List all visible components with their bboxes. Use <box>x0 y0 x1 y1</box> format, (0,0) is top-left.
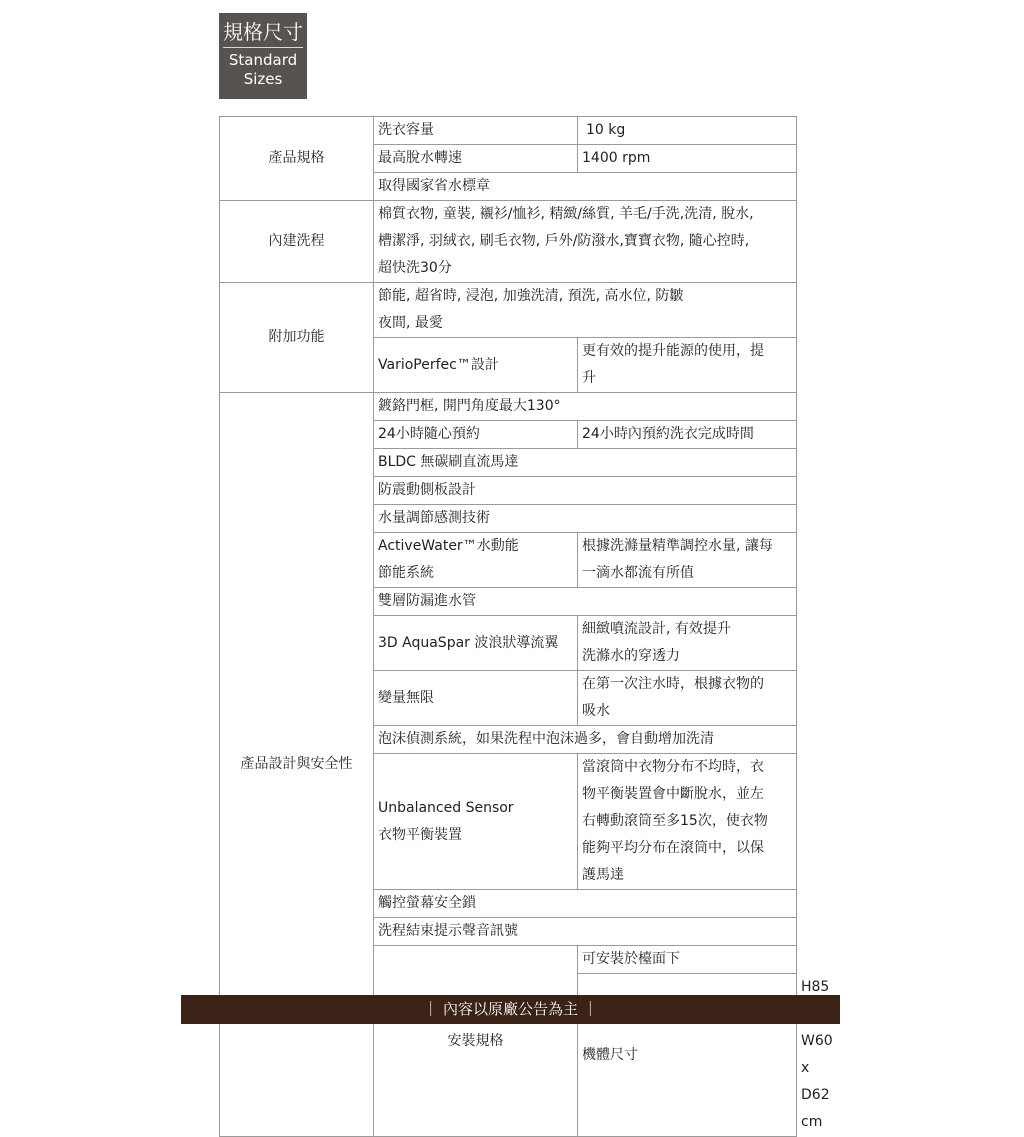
table-row: 機體尺寸 H85 W60 x D62 cm <box>220 974 797 1137</box>
badge-title-en-line1: Standard <box>228 51 298 69</box>
unbalanced-label <box>374 754 578 890</box>
table-row <box>220 201 797 283</box>
activewater-desc <box>578 533 797 588</box>
activewater-label <box>374 533 578 588</box>
motor-feature: BLDC 無碳刷直流馬達 <box>374 449 797 477</box>
category-product-spec: 產品規格 <box>220 117 374 201</box>
unbalanced-desc-line: 當滾筒中衣物分布不均時，衣 <box>582 759 764 775</box>
variable-label: 變量無限 <box>374 671 578 726</box>
door-feature: 鍍鉻門框, 開門角度最大130° <box>374 393 797 421</box>
category-design: 產品設計與安全性 <box>220 393 374 1137</box>
extras-line: 夜間, 最愛 <box>378 315 443 331</box>
extras-options <box>374 283 797 338</box>
activewater-label-line: 節能系統 <box>378 565 434 581</box>
footer-notice: ｜ 內容以原廠公告為主 ｜ <box>181 995 840 1024</box>
delay-desc: 24小時內預約洗衣完成時間 <box>578 421 797 449</box>
unbalanced-desc-line: 右轉動滾筒至多15次，使衣物 <box>582 813 768 829</box>
badge-title-en-line2: Sizes <box>243 70 283 88</box>
panel-feature: 防震動側板設計 <box>374 477 797 505</box>
activewater-desc-line: 一滴水都流有所值 <box>582 565 694 581</box>
section-badge <box>219 13 307 99</box>
category-programs: 內建洗程 <box>220 201 374 283</box>
badge-title-zh: 規格尺寸 <box>223 13 303 48</box>
capacity-label: 洗衣容量 <box>374 117 578 145</box>
programs-line: 槽潔淨, 羽絨衣, 刷毛衣物, 戶外/防潑水,寶寶衣物, 隨心控時, <box>378 233 750 249</box>
table-row <box>220 393 797 421</box>
aquaspar-desc <box>578 616 797 671</box>
lock-feature: 觸控螢幕安全鎖 <box>374 890 797 918</box>
programs-line: 超快洗30分 <box>378 260 452 276</box>
spin-value: 1400 rpm <box>578 145 797 173</box>
table-row <box>220 117 797 145</box>
foam-feature: 泡沫偵測系統，如果洗程中泡沫過多，會自動增加洗清 <box>374 726 797 754</box>
unbalanced-desc-line: 物平衡裝置會中斷脫水，並左 <box>582 786 764 802</box>
aquaspar-desc-line: 洗滌水的穿透力 <box>582 648 680 664</box>
unbalanced-desc-line: 能夠平均分布在滾筒中，以保 <box>582 840 764 856</box>
capacity-value: 10 kg <box>578 117 797 145</box>
variable-desc <box>578 671 797 726</box>
vario-label: VarioPerfec™設計 <box>374 338 578 393</box>
activewater-label-line: ActiveWater™水動能 <box>378 538 519 554</box>
programs-line: 棉質衣物, 童裝, 襯衫/恤衫, 精緻/絲質, 羊毛/手洗,洗清, 脫水, <box>378 206 754 222</box>
variable-desc-line: 吸水 <box>582 703 610 719</box>
vario-desc-line: 更有效的提升能源的使用，提 <box>582 343 764 359</box>
variable-desc-line: 在第一次注水時，根據衣物的 <box>582 676 764 692</box>
category-extras: 附加功能 <box>220 283 374 393</box>
delay-label: 24小時隨心預約 <box>374 421 578 449</box>
category-install: 安裝規格 <box>374 946 578 1137</box>
size-label: 機體尺寸 <box>578 974 797 1137</box>
unbalanced-label-line: Unbalanced Sensor <box>378 799 514 816</box>
activewater-desc-line: 根據洗滌量精準調控水量, 讓每 <box>582 538 773 554</box>
unbalanced-desc-line: 護馬達 <box>582 867 624 883</box>
sensor-feature: 水量調節感測技術 <box>374 505 797 533</box>
spin-label: 最高脫水轉速 <box>374 145 578 173</box>
aquaspar-label: 3D AquaSpar 波浪狀導流翼 <box>374 616 578 671</box>
aquaspar-desc-line: 細緻噴流設計, 有效提升 <box>582 621 731 637</box>
unbalanced-desc <box>578 754 797 890</box>
vario-desc-line: 升 <box>582 370 596 386</box>
programs-list <box>374 201 797 283</box>
extras-line: 節能, 超省時, 浸泡, 加強洗清, 預洗, 高水位, 防皺 <box>378 288 684 304</box>
water-label: 取得國家省水標章 <box>374 173 797 201</box>
table-row <box>220 283 797 338</box>
under-counter: 可安裝於檯面下 <box>578 946 797 974</box>
hose-feature: 雙層防漏進水管 <box>374 588 797 616</box>
vario-desc <box>578 338 797 393</box>
end-signal-feature: 洗程結束提示聲音訊號 <box>374 918 797 946</box>
spec-table <box>219 116 833 1137</box>
unbalanced-label-line: 衣物平衡裝置 <box>378 826 462 843</box>
